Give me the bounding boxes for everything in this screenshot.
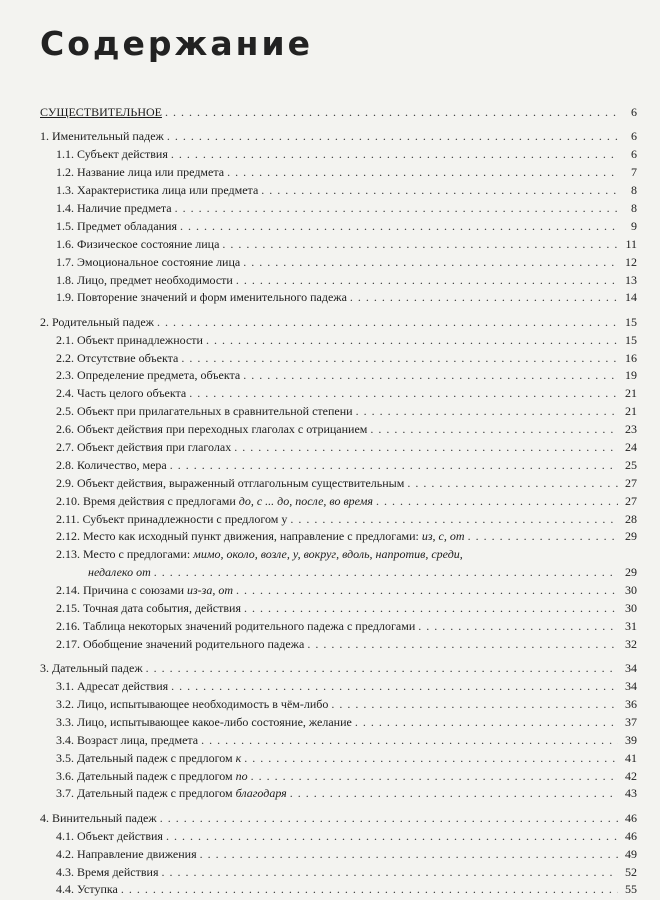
toc-item[interactable] — [40, 457, 637, 475]
toc-item[interactable] — [40, 421, 637, 439]
toc-label: 2.15. Точная дата события, действия — [56, 601, 241, 616]
toc-label: 1.3. Характеристика лица или предмета — [56, 183, 259, 198]
toc-label: 2.3. Определение предмета, объекта — [56, 368, 241, 383]
toc-page-number: 39 — [625, 732, 637, 747]
toc-label: 2.6. Объект действия при переходных глаголах с отрицанием — [56, 422, 368, 437]
toc-item[interactable] — [40, 828, 637, 846]
toc-page-number: 30 — [625, 601, 637, 616]
toc-label: 4.2. Направление движения — [56, 846, 197, 861]
toc-label: 3. Дательный падеж — [40, 661, 143, 676]
toc-page-number: 15 — [625, 314, 637, 329]
toc-label: 1.6. Физическое состояние лица — [56, 236, 220, 251]
dot-leader — [161, 864, 618, 882]
toc-item[interactable] — [40, 846, 637, 864]
toc-label: 1.1. Субъект действия — [56, 147, 168, 162]
dot-leader — [244, 750, 618, 768]
toc-section-4[interactable] — [40, 810, 637, 828]
toc-item[interactable] — [40, 164, 637, 182]
dot-leader — [157, 314, 618, 332]
dot-leader — [407, 475, 618, 493]
toc-item[interactable] — [40, 493, 637, 511]
toc-page-number: 29 — [625, 529, 637, 544]
toc-page-number: 46 — [625, 828, 637, 843]
toc-page-number: 46 — [625, 810, 637, 825]
dot-leader — [206, 332, 618, 350]
toc-page-number: 21 — [625, 386, 637, 401]
dot-leader — [243, 367, 618, 385]
toc-label: 1.7. Эмоциональное состояние лица — [56, 254, 241, 269]
toc-page-number: 6 — [631, 105, 637, 119]
toc-item[interactable] — [40, 439, 637, 457]
toc-item[interactable] — [40, 385, 637, 403]
toc-label: 3.6. Дательный падеж с предлогом по — [56, 768, 248, 783]
dot-leader — [200, 846, 618, 864]
dot-leader — [166, 828, 618, 846]
toc-label: 3.4. Возраст лица, предмета — [56, 732, 199, 747]
dot-leader — [356, 403, 618, 421]
toc-label: 1.9. Повторение значений и форм именительного падежа — [56, 290, 347, 305]
toc-page-number: 52 — [625, 864, 637, 879]
dot-leader — [154, 564, 618, 582]
toc-item[interactable] — [40, 881, 637, 899]
toc-page-number: 21 — [625, 404, 637, 419]
toc-page-number: 34 — [625, 679, 637, 694]
toc-item[interactable] — [40, 618, 637, 636]
toc-label: 2.1. Объект принадлежности — [56, 332, 203, 347]
toc-page-number: 27 — [625, 475, 637, 490]
page-title: Содержание — [40, 24, 313, 63]
dot-leader — [331, 696, 618, 714]
toc-item-line[interactable]: 2.13. Место с предлогами: мимо, около, возле, у, вокруг, вдоль, напротив, среди, — [56, 547, 463, 562]
toc-page-number: 16 — [625, 350, 637, 365]
toc-label: 2.9. Объект действия, выраженный отглагольным существительным — [56, 475, 405, 490]
dot-leader — [181, 350, 618, 368]
toc-item[interactable] — [40, 218, 637, 236]
dot-leader — [170, 457, 618, 475]
toc-label: 1.4. Наличие предмета — [56, 200, 172, 215]
toc-label: 2.11. Субъект принадлежности с предлогом у — [56, 511, 288, 526]
toc-section-3[interactable] — [40, 660, 637, 678]
toc-page-number: 14 — [625, 290, 637, 305]
toc-page-number: 43 — [625, 786, 637, 801]
toc-section-2[interactable] — [40, 314, 637, 332]
toc-page-number: 29 — [625, 565, 637, 580]
table-of-contents — [40, 104, 637, 899]
dot-leader — [160, 810, 618, 828]
toc-label: 2.10. Время действия с предлогами до, с ... до, после, во время — [56, 493, 373, 508]
toc-label: 3.3. Лицо, испытывающее какое-либо состояние, желание — [56, 714, 352, 729]
toc-item[interactable] — [40, 696, 637, 714]
toc-item-continuation[interactable] — [40, 564, 637, 582]
toc-label: 2.4. Часть целого объекта — [56, 386, 187, 401]
dot-leader — [189, 385, 618, 403]
dot-leader — [261, 182, 618, 200]
toc-item[interactable] — [40, 350, 637, 368]
toc-item[interactable] — [40, 732, 637, 750]
toc-label: 2.17. Обобщение значений родительного падежа — [56, 636, 305, 651]
dot-leader — [171, 146, 618, 164]
toc-label: 3.1. Адресат действия — [56, 679, 169, 694]
toc-item[interactable] — [40, 600, 637, 618]
dot-leader — [290, 511, 618, 529]
toc-page-number: 8 — [631, 200, 637, 215]
dot-leader — [468, 528, 618, 546]
dot-leader — [290, 785, 618, 803]
dot-leader — [175, 200, 618, 218]
toc-page-number: 49 — [625, 846, 637, 861]
dot-leader — [227, 164, 618, 182]
toc-label: 2.12. Место как исходный пункт движения, направление с предлогами: из, с, от — [56, 529, 465, 544]
toc-label: 4.3. Время действия — [56, 864, 159, 879]
toc-label: 2.5. Объект при прилагательных в сравнительной степени — [56, 404, 353, 419]
dot-leader — [355, 714, 618, 732]
dot-leader — [201, 732, 618, 750]
toc-page-number: 55 — [625, 882, 637, 897]
toc-item[interactable] — [40, 511, 637, 529]
toc-page-number: 6 — [631, 147, 637, 162]
toc-page-number: 15 — [625, 332, 637, 347]
toc-label: 4.4. Уступка — [56, 882, 118, 897]
toc-label: 3.2. Лицо, испытывающее необходимость в чём-либо — [56, 697, 329, 711]
dot-leader — [244, 600, 618, 618]
dot-leader — [234, 439, 618, 457]
toc-item[interactable] — [40, 582, 637, 600]
toc-part-heading[interactable] — [40, 104, 637, 122]
toc-label: 4. Винительный падеж — [40, 810, 157, 825]
toc-item[interactable] — [40, 182, 637, 200]
toc-label: 2. Родительный падеж — [40, 314, 154, 329]
toc-item[interactable] — [40, 750, 637, 768]
toc-page-number: 37 — [625, 714, 637, 729]
toc-label: 2.16. Таблица некоторых значений родительного падежа с предлогами — [56, 618, 416, 633]
toc-item[interactable] — [40, 864, 637, 882]
toc-item[interactable] — [40, 332, 637, 350]
toc-label: 3.5. Дательный падеж с предлогом к — [56, 750, 242, 765]
toc-page-number: 19 — [625, 368, 637, 383]
toc-label: 1. Именительный падеж — [40, 129, 164, 144]
toc-item[interactable] — [40, 528, 637, 546]
toc-label: 3.7. Дательный падеж с предлогом благодаря — [56, 786, 287, 801]
toc-page-number: 13 — [625, 272, 637, 287]
toc-page-number: 24 — [625, 440, 637, 455]
dot-leader — [146, 660, 618, 678]
toc-label: 1.2. Название лица или предмета — [56, 165, 225, 180]
dot-leader — [418, 618, 618, 636]
dot-leader — [370, 421, 618, 439]
toc-page-number: 27 — [625, 493, 637, 508]
toc-item[interactable] — [40, 403, 637, 421]
toc-label: 1.5. Предмет обладания — [56, 218, 178, 233]
toc-page-number: 28 — [625, 511, 637, 526]
toc-page-number: 34 — [625, 661, 637, 676]
toc-page-number: 25 — [625, 457, 637, 472]
toc-item[interactable] — [40, 785, 637, 803]
toc-page-number: 9 — [631, 218, 637, 233]
toc-page-number: 23 — [625, 422, 637, 437]
toc-item[interactable] — [40, 636, 637, 654]
dot-leader — [251, 768, 618, 786]
toc-page-number: 42 — [625, 768, 637, 783]
toc-label: 4.1. Объект действия — [56, 828, 163, 843]
dot-leader — [243, 254, 618, 272]
toc-item[interactable] — [40, 289, 637, 307]
toc-page-number: 7 — [631, 165, 637, 180]
toc-item[interactable] — [40, 200, 637, 218]
toc-page-number: 8 — [631, 183, 637, 198]
toc-label: 1.8. Лицо, предмет необходимости — [56, 272, 233, 287]
toc-page-number: 11 — [625, 236, 637, 251]
dot-leader — [376, 493, 618, 511]
toc-item[interactable] — [40, 475, 637, 493]
toc-label: СУЩЕСТВИТЕЛЬНОЕ — [40, 105, 162, 119]
dot-leader — [222, 236, 618, 254]
toc-item[interactable] — [40, 768, 637, 786]
toc-label: 2.14. Причина с союзами из-за, от — [56, 583, 234, 598]
toc-label: недалеко от — [88, 565, 151, 580]
dot-leader — [171, 678, 618, 696]
toc-item[interactable] — [40, 236, 637, 254]
toc-page-number: 41 — [625, 750, 637, 765]
dot-leader — [180, 218, 618, 236]
toc-page-number: 36 — [625, 697, 637, 711]
toc-label: 2.8. Количество, мера — [56, 457, 167, 472]
toc-page-number: 31 — [625, 618, 637, 633]
toc-label: 2.7. Объект действия при глаголах — [56, 440, 232, 455]
dot-leader — [350, 289, 618, 307]
dot-leader — [165, 104, 618, 122]
toc-item[interactable] — [40, 272, 637, 290]
toc-section-1[interactable] — [40, 128, 637, 146]
toc-item[interactable] — [40, 367, 637, 385]
toc-item[interactable] — [40, 254, 637, 272]
toc-item[interactable] — [40, 678, 637, 696]
dot-leader — [236, 272, 618, 290]
toc-page-number: 30 — [625, 583, 637, 598]
dot-leader — [236, 582, 618, 600]
toc-label: 2.2. Отсутствие объекта — [56, 350, 179, 365]
toc-page-number: 12 — [625, 254, 637, 269]
toc-item[interactable] — [40, 146, 637, 164]
dot-leader — [307, 636, 618, 654]
toc-item[interactable] — [40, 714, 637, 732]
dot-leader — [121, 881, 618, 899]
toc-page-number: 32 — [625, 636, 637, 651]
dot-leader — [167, 128, 618, 146]
toc-page-number: 6 — [631, 129, 637, 144]
